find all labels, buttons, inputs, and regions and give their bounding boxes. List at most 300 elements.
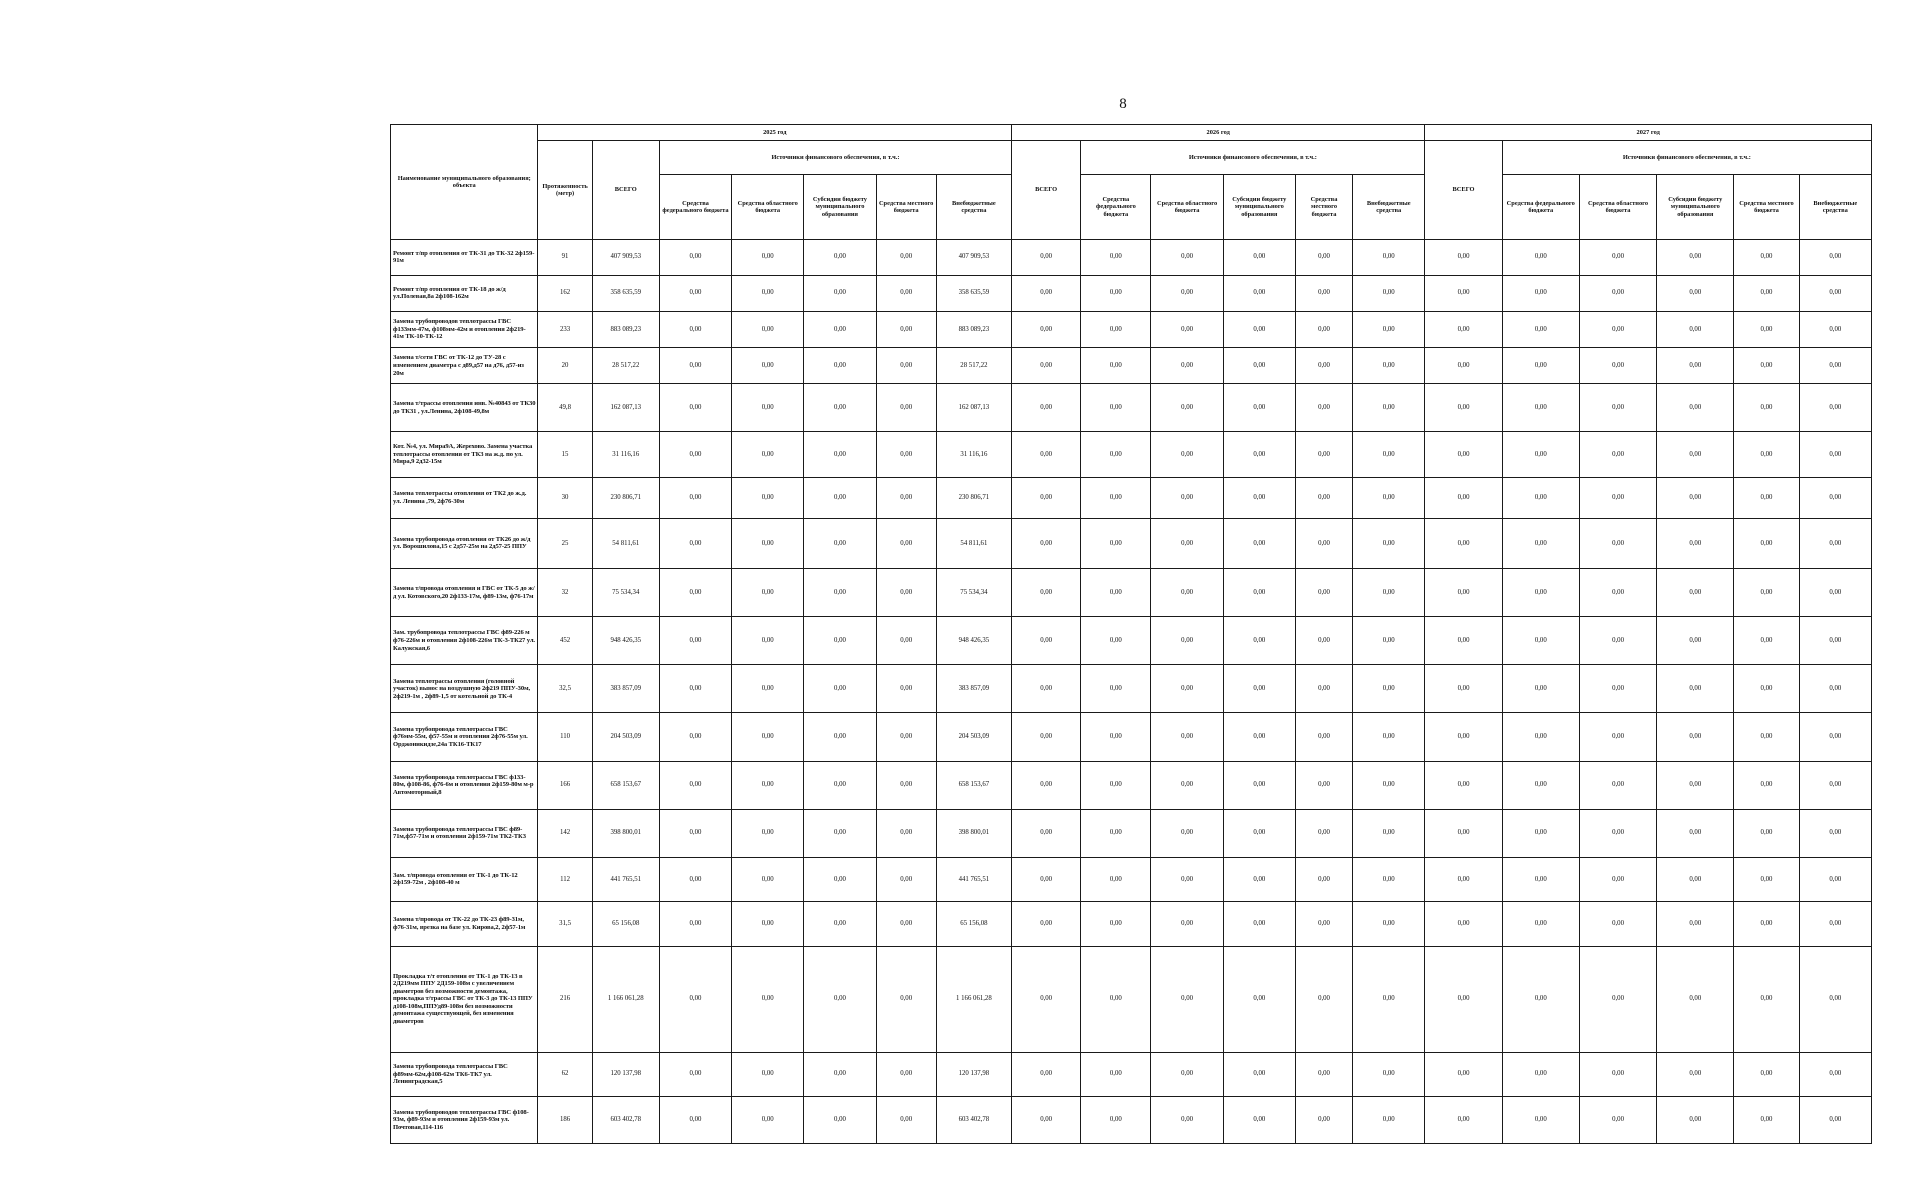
source-2025-cell: 0,00 (876, 384, 936, 432)
length-cell: 186 (538, 1097, 592, 1144)
source-2026-cell: 0,00 (1353, 1097, 1425, 1144)
extra-2025-cell: 65 156,08 (936, 902, 1011, 946)
source-2025-cell: 0,00 (732, 275, 804, 311)
source-2025-cell: 0,00 (804, 1052, 876, 1096)
source-2027-cell: 0,00 (1657, 311, 1734, 348)
sources-2027-header: Источники финансового обеспечения, в т.ч.: (1502, 141, 1871, 175)
source-2026-cell: 0,00 (1081, 518, 1151, 569)
source-2027-cell: 0,00 (1734, 348, 1799, 384)
source-2026-cell: 0,00 (1295, 275, 1352, 311)
source-2027-cell: 0,00 (1734, 477, 1799, 518)
source-2026-cell: 0,00 (1295, 348, 1352, 384)
source-2026-cell: 0,00 (1223, 348, 1295, 384)
source-2026-cell: 0,00 (1223, 617, 1295, 665)
source-2025-cell: 0,00 (732, 432, 804, 478)
total-2025-cell: 407 909,53 (592, 240, 659, 276)
object-name-cell: Кот. №4, ул. Мира9А, Жерехово. Замена участка теплотрассы отопления от ТК3 на ж.д. по ул. Мира,9 2д32-15м (391, 432, 538, 478)
source-2025-cell: 0,00 (659, 857, 731, 901)
source-2026-cell: 0,00 (1295, 518, 1352, 569)
source-2027-cell: 0,00 (1799, 946, 1871, 1052)
source-2026-cell: 0,00 (1295, 1052, 1352, 1096)
total-2025-cell: 75 534,34 (592, 569, 659, 617)
source-2027-cell: 0,00 (1734, 240, 1799, 276)
source-2027-cell: 0,00 (1502, 477, 1579, 518)
source-2027-cell: 0,00 (1799, 518, 1871, 569)
col-extra-header: Внебюджетные средства (936, 175, 1011, 240)
extra-2025-cell: 441 765,51 (936, 857, 1011, 901)
source-2025-cell: 0,00 (659, 311, 731, 348)
source-2026-cell: 0,00 (1081, 946, 1151, 1052)
source-2025-cell: 0,00 (732, 857, 804, 901)
source-2027-cell: 0,00 (1657, 569, 1734, 617)
source-2025-cell: 0,00 (732, 1052, 804, 1096)
source-2027-cell: 0,00 (1579, 857, 1656, 901)
source-2025-cell: 0,00 (659, 569, 731, 617)
source-2026-cell: 0,00 (1081, 240, 1151, 276)
source-2026-cell: 0,00 (1223, 665, 1295, 713)
total-2026-cell: 0,00 (1012, 617, 1081, 665)
source-2027-cell: 0,00 (1799, 617, 1871, 665)
source-2025-cell: 0,00 (804, 348, 876, 384)
length-cell: 30 (538, 477, 592, 518)
object-name-cell: Замена трубопроводов теплотрассы ГВС ф133мм-47м, ф108мм-42м и отопления 2ф219-41м ТК-10-ТК-12 (391, 311, 538, 348)
financing-table (390, 124, 1872, 1144)
source-2026-cell: 0,00 (1151, 946, 1223, 1052)
extra-2025-cell: 1 166 061,28 (936, 946, 1011, 1052)
source-2026-cell: 0,00 (1081, 617, 1151, 665)
source-2025-cell: 0,00 (732, 617, 804, 665)
total-2026-cell: 0,00 (1012, 946, 1081, 1052)
source-2025-cell: 0,00 (659, 477, 731, 518)
total-2025-cell: 383 857,09 (592, 665, 659, 713)
source-2027-cell: 0,00 (1502, 275, 1579, 311)
source-2027-cell: 0,00 (1734, 713, 1799, 761)
source-2026-cell: 0,00 (1353, 857, 1425, 901)
source-2026-cell: 0,00 (1295, 569, 1352, 617)
source-2027-cell: 0,00 (1502, 569, 1579, 617)
col-federal-header: Средства федерального бюджета (659, 175, 731, 240)
source-2026-cell: 0,00 (1295, 1097, 1352, 1144)
col-federal-header: Средства федерального бюджета (1081, 175, 1151, 240)
source-2026-cell: 0,00 (1223, 384, 1295, 432)
source-2025-cell: 0,00 (732, 809, 804, 857)
extra-2025-cell: 75 534,34 (936, 569, 1011, 617)
source-2025-cell: 0,00 (876, 617, 936, 665)
source-2026-cell: 0,00 (1353, 809, 1425, 857)
source-2025-cell: 0,00 (876, 240, 936, 276)
object-name-cell: Замена т/провода отопления и ГВС от ТК-5 до ж/д ул. Котовского,20 2ф133-17м, ф89-13м, ф76-17м (391, 569, 538, 617)
total-2026-cell: 0,00 (1012, 761, 1081, 809)
table-row (391, 857, 1872, 901)
table-row (391, 665, 1872, 713)
source-2026-cell: 0,00 (1081, 275, 1151, 311)
col-federal-header: Средства федерального бюджета (1502, 175, 1579, 240)
total-2025-cell: 28 517,22 (592, 348, 659, 384)
source-2027-cell: 0,00 (1799, 713, 1871, 761)
source-2026-cell: 0,00 (1151, 348, 1223, 384)
source-2025-cell: 0,00 (732, 946, 804, 1052)
total-2025-cell: 883 089,23 (592, 311, 659, 348)
source-2027-cell: 0,00 (1657, 1052, 1734, 1096)
source-2026-cell: 0,00 (1223, 1097, 1295, 1144)
source-2026-cell: 0,00 (1081, 432, 1151, 478)
total-2026-cell: 0,00 (1012, 240, 1081, 276)
source-2026-cell: 0,00 (1081, 569, 1151, 617)
source-2025-cell: 0,00 (804, 432, 876, 478)
length-cell: 110 (538, 713, 592, 761)
source-2027-cell: 0,00 (1579, 809, 1656, 857)
source-2025-cell: 0,00 (804, 384, 876, 432)
extra-2025-cell: 383 857,09 (936, 665, 1011, 713)
total-2025-cell: 1 166 061,28 (592, 946, 659, 1052)
length-cell: 91 (538, 240, 592, 276)
source-2026-cell: 0,00 (1081, 1097, 1151, 1144)
source-2026-cell: 0,00 (1151, 569, 1223, 617)
object-name-cell: Ремонт т/пр отопления от ТК-31 до ТК-32 2ф159-91м (391, 240, 538, 276)
source-2027-cell: 0,00 (1799, 477, 1871, 518)
source-2025-cell: 0,00 (804, 311, 876, 348)
source-2026-cell: 0,00 (1223, 946, 1295, 1052)
extra-2025-cell: 948 426,35 (936, 617, 1011, 665)
table-row (391, 311, 1872, 348)
source-2025-cell: 0,00 (659, 1097, 731, 1144)
total-2025-cell: 204 503,09 (592, 713, 659, 761)
table-row (391, 1052, 1872, 1096)
total-2027-cell: 0,00 (1425, 518, 1502, 569)
source-2026-cell: 0,00 (1295, 713, 1352, 761)
table-row (391, 518, 1872, 569)
source-2026-cell: 0,00 (1151, 384, 1223, 432)
source-2026-cell: 0,00 (1353, 432, 1425, 478)
source-2027-cell: 0,00 (1734, 761, 1799, 809)
source-2027-cell: 0,00 (1657, 384, 1734, 432)
total-2026-cell: 0,00 (1012, 665, 1081, 713)
total-2025-cell: 948 426,35 (592, 617, 659, 665)
source-2027-cell: 0,00 (1799, 348, 1871, 384)
source-2025-cell: 0,00 (732, 311, 804, 348)
source-2027-cell: 0,00 (1734, 275, 1799, 311)
source-2026-cell: 0,00 (1151, 809, 1223, 857)
extra-2025-cell: 883 089,23 (936, 311, 1011, 348)
length-cell: 162 (538, 275, 592, 311)
source-2025-cell: 0,00 (876, 713, 936, 761)
source-2026-cell: 0,00 (1151, 665, 1223, 713)
total-2027-cell: 0,00 (1425, 432, 1502, 478)
source-2025-cell: 0,00 (804, 713, 876, 761)
source-2027-cell: 0,00 (1502, 384, 1579, 432)
source-2027-cell: 0,00 (1657, 432, 1734, 478)
extra-2025-cell: 398 800,01 (936, 809, 1011, 857)
source-2027-cell: 0,00 (1502, 348, 1579, 384)
source-2025-cell: 0,00 (804, 518, 876, 569)
source-2026-cell: 0,00 (1223, 902, 1295, 946)
object-name-cell: Замена теплотрассы отопления (головной участок) вынос на воздушную 2ф219 ППУ-30м, 2ф219-1м , 2ф89-1,5 от котельной до ТК-4 (391, 665, 538, 713)
source-2025-cell: 0,00 (659, 665, 731, 713)
year-2026-header: 2026 год (1012, 125, 1425, 141)
source-2025-cell: 0,00 (732, 348, 804, 384)
col-local-header: Средства местного бюджета (1295, 175, 1352, 240)
source-2026-cell: 0,00 (1353, 518, 1425, 569)
total-2027-cell: 0,00 (1425, 348, 1502, 384)
source-2027-cell: 0,00 (1579, 311, 1656, 348)
source-2027-cell: 0,00 (1502, 617, 1579, 665)
source-2027-cell: 0,00 (1734, 1097, 1799, 1144)
source-2026-cell: 0,00 (1081, 1052, 1151, 1096)
total-2025-cell: 162 087,13 (592, 384, 659, 432)
year-2025-header: 2025 год (538, 125, 1012, 141)
object-name-cell: Ремонт т/пр отопления от ТК-18 до ж/д ул.Полевая,8а 2ф108-162м (391, 275, 538, 311)
length-cell: 20 (538, 348, 592, 384)
total-2025-cell: 603 402,78 (592, 1097, 659, 1144)
length-cell: 25 (538, 518, 592, 569)
source-2027-cell: 0,00 (1502, 761, 1579, 809)
total-2025-cell: 65 156,08 (592, 902, 659, 946)
source-2025-cell: 0,00 (659, 384, 731, 432)
source-2025-cell: 0,00 (876, 946, 936, 1052)
col-total-2026-header: ВСЕГО (1012, 141, 1081, 240)
total-2027-cell: 0,00 (1425, 617, 1502, 665)
source-2025-cell: 0,00 (659, 809, 731, 857)
object-name-cell: Замена т/сети ГВС от ТК-12 до ТУ-28 с изменением диаметра с д89,д57 на д76, д57-из 20м (391, 348, 538, 384)
extra-2025-cell: 31 116,16 (936, 432, 1011, 478)
source-2026-cell: 0,00 (1295, 477, 1352, 518)
total-2027-cell: 0,00 (1425, 1097, 1502, 1144)
length-cell: 233 (538, 311, 592, 348)
source-2026-cell: 0,00 (1151, 275, 1223, 311)
source-2027-cell: 0,00 (1799, 761, 1871, 809)
object-name-cell: Замена трубопровода теплотрассы ГВС ф76мм-55м, ф57-55м и отопления 2ф76-55м ул. Орджоникидзе,24а ТК16-ТК17 (391, 713, 538, 761)
source-2025-cell: 0,00 (732, 1097, 804, 1144)
object-name-cell: Замена трубопровода теплотрассы ГВС ф89-71м,ф57-71м и отопления 2ф159-71м ТК2-ТК3 (391, 809, 538, 857)
source-2027-cell: 0,00 (1502, 311, 1579, 348)
total-2026-cell: 0,00 (1012, 857, 1081, 901)
source-2026-cell: 0,00 (1151, 617, 1223, 665)
source-2027-cell: 0,00 (1734, 809, 1799, 857)
extra-2025-cell: 120 137,98 (936, 1052, 1011, 1096)
length-cell: 216 (538, 946, 592, 1052)
source-2027-cell: 0,00 (1579, 477, 1656, 518)
source-2026-cell: 0,00 (1353, 477, 1425, 518)
sources-2025-header: Источники финансового обеспечения, в т.ч.: (659, 141, 1011, 175)
source-2026-cell: 0,00 (1353, 569, 1425, 617)
source-2027-cell: 0,00 (1502, 1052, 1579, 1096)
year-2027-header: 2027 год (1425, 125, 1872, 141)
total-2027-cell: 0,00 (1425, 240, 1502, 276)
table-row (391, 617, 1872, 665)
source-2026-cell: 0,00 (1353, 617, 1425, 665)
table-row (391, 761, 1872, 809)
col-extra-header: Внебюджетные средства (1799, 175, 1871, 240)
source-2027-cell: 0,00 (1799, 240, 1871, 276)
total-2027-cell: 0,00 (1425, 275, 1502, 311)
col-local-header: Средства местного бюджета (1734, 175, 1799, 240)
source-2025-cell: 0,00 (804, 857, 876, 901)
source-2025-cell: 0,00 (659, 617, 731, 665)
source-2026-cell: 0,00 (1223, 857, 1295, 901)
source-2025-cell: 0,00 (804, 665, 876, 713)
source-2026-cell: 0,00 (1223, 432, 1295, 478)
source-2025-cell: 0,00 (804, 617, 876, 665)
source-2025-cell: 0,00 (804, 1097, 876, 1144)
total-2026-cell: 0,00 (1012, 275, 1081, 311)
source-2026-cell: 0,00 (1223, 518, 1295, 569)
source-2026-cell: 0,00 (1151, 1097, 1223, 1144)
source-2027-cell: 0,00 (1579, 902, 1656, 946)
table-row (391, 240, 1872, 276)
source-2026-cell: 0,00 (1151, 902, 1223, 946)
source-2027-cell: 0,00 (1657, 761, 1734, 809)
total-2026-cell: 0,00 (1012, 569, 1081, 617)
source-2026-cell: 0,00 (1081, 477, 1151, 518)
source-2026-cell: 0,00 (1081, 348, 1151, 384)
source-2027-cell: 0,00 (1799, 384, 1871, 432)
extra-2025-cell: 230 806,71 (936, 477, 1011, 518)
sources-2026-header: Источники финансового обеспечения, в т.ч.: (1081, 141, 1425, 175)
total-2026-cell: 0,00 (1012, 384, 1081, 432)
source-2027-cell: 0,00 (1502, 432, 1579, 478)
source-2026-cell: 0,00 (1295, 857, 1352, 901)
source-2026-cell: 0,00 (1081, 761, 1151, 809)
source-2027-cell: 0,00 (1579, 432, 1656, 478)
source-2026-cell: 0,00 (1353, 946, 1425, 1052)
col-subsidy-header: Субсидии бюджету муниципального образования (804, 175, 876, 240)
object-name-cell: Замена трубопровода теплотрассы ГВС ф89мм-62м,ф108-62м ТК6-ТК7 ул. Ленинградская,5 (391, 1052, 538, 1096)
total-2027-cell: 0,00 (1425, 569, 1502, 617)
source-2026-cell: 0,00 (1151, 518, 1223, 569)
source-2027-cell: 0,00 (1579, 240, 1656, 276)
source-2025-cell: 0,00 (876, 809, 936, 857)
source-2025-cell: 0,00 (659, 348, 731, 384)
total-2027-cell: 0,00 (1425, 311, 1502, 348)
source-2025-cell: 0,00 (804, 946, 876, 1052)
source-2026-cell: 0,00 (1295, 617, 1352, 665)
source-2025-cell: 0,00 (659, 761, 731, 809)
source-2027-cell: 0,00 (1799, 665, 1871, 713)
source-2027-cell: 0,00 (1799, 1052, 1871, 1096)
source-2025-cell: 0,00 (876, 477, 936, 518)
source-2027-cell: 0,00 (1799, 902, 1871, 946)
table-row (391, 1097, 1872, 1144)
length-cell: 49,8 (538, 384, 592, 432)
total-2026-cell: 0,00 (1012, 432, 1081, 478)
table-row (391, 946, 1872, 1052)
source-2026-cell: 0,00 (1353, 311, 1425, 348)
source-2027-cell: 0,00 (1502, 518, 1579, 569)
source-2025-cell: 0,00 (804, 240, 876, 276)
col-regional-header: Средства областного бюджета (732, 175, 804, 240)
source-2026-cell: 0,00 (1223, 569, 1295, 617)
source-2026-cell: 0,00 (1223, 713, 1295, 761)
source-2025-cell: 0,00 (876, 275, 936, 311)
object-name-cell: Замена трубопровода теплотрассы ГВС ф133-80м, ф108-86, ф76-6м и отопления 2ф159-80м м-р Автомоторный,8 (391, 761, 538, 809)
source-2025-cell: 0,00 (659, 432, 731, 478)
source-2025-cell: 0,00 (876, 1052, 936, 1096)
total-2026-cell: 0,00 (1012, 348, 1081, 384)
source-2027-cell: 0,00 (1799, 569, 1871, 617)
col-total-2025-header: ВСЕГО (592, 141, 659, 240)
source-2026-cell: 0,00 (1081, 857, 1151, 901)
source-2027-cell: 0,00 (1657, 809, 1734, 857)
source-2026-cell: 0,00 (1151, 240, 1223, 276)
extra-2025-cell: 358 635,59 (936, 275, 1011, 311)
extra-2025-cell: 603 402,78 (936, 1097, 1011, 1144)
source-2026-cell: 0,00 (1353, 348, 1425, 384)
source-2027-cell: 0,00 (1734, 665, 1799, 713)
source-2027-cell: 0,00 (1734, 384, 1799, 432)
total-2025-cell: 398 800,01 (592, 809, 659, 857)
source-2026-cell: 0,00 (1295, 432, 1352, 478)
source-2027-cell: 0,00 (1799, 311, 1871, 348)
length-cell: 31,5 (538, 902, 592, 946)
length-cell: 32,5 (538, 665, 592, 713)
source-2026-cell: 0,00 (1353, 761, 1425, 809)
col-regional-header: Средства областного бюджета (1579, 175, 1656, 240)
source-2027-cell: 0,00 (1502, 809, 1579, 857)
source-2027-cell: 0,00 (1734, 902, 1799, 946)
source-2025-cell: 0,00 (732, 240, 804, 276)
source-2026-cell: 0,00 (1223, 477, 1295, 518)
source-2025-cell: 0,00 (876, 348, 936, 384)
source-2027-cell: 0,00 (1579, 518, 1656, 569)
table-row (391, 348, 1872, 384)
col-extra-header: Внебюджетные средства (1353, 175, 1425, 240)
table-row (391, 713, 1872, 761)
source-2027-cell: 0,00 (1502, 1097, 1579, 1144)
source-2026-cell: 0,00 (1295, 665, 1352, 713)
source-2026-cell: 0,00 (1295, 384, 1352, 432)
source-2027-cell: 0,00 (1657, 857, 1734, 901)
total-2025-cell: 31 116,16 (592, 432, 659, 478)
extra-2025-cell: 407 909,53 (936, 240, 1011, 276)
source-2026-cell: 0,00 (1081, 311, 1151, 348)
source-2027-cell: 0,00 (1579, 348, 1656, 384)
source-2026-cell: 0,00 (1353, 713, 1425, 761)
col-local-header: Средства местного бюджета (876, 175, 936, 240)
source-2025-cell: 0,00 (732, 761, 804, 809)
source-2025-cell: 0,00 (804, 902, 876, 946)
source-2025-cell: 0,00 (876, 761, 936, 809)
source-2025-cell: 0,00 (804, 761, 876, 809)
col-length-header: Протяженность (метр) (538, 141, 592, 240)
total-2027-cell: 0,00 (1425, 809, 1502, 857)
table-row (391, 902, 1872, 946)
total-2026-cell: 0,00 (1012, 809, 1081, 857)
source-2027-cell: 0,00 (1579, 569, 1656, 617)
source-2027-cell: 0,00 (1657, 946, 1734, 1052)
col-regional-header: Средства областного бюджета (1151, 175, 1223, 240)
source-2027-cell: 0,00 (1657, 617, 1734, 665)
total-2025-cell: 358 635,59 (592, 275, 659, 311)
source-2025-cell: 0,00 (659, 275, 731, 311)
total-2026-cell: 0,00 (1012, 1052, 1081, 1096)
source-2027-cell: 0,00 (1734, 617, 1799, 665)
source-2027-cell: 0,00 (1734, 857, 1799, 901)
source-2026-cell: 0,00 (1353, 384, 1425, 432)
table-row (391, 569, 1872, 617)
source-2025-cell: 0,00 (876, 1097, 936, 1144)
source-2025-cell: 0,00 (659, 240, 731, 276)
length-cell: 452 (538, 617, 592, 665)
source-2026-cell: 0,00 (1081, 713, 1151, 761)
total-2025-cell: 54 811,61 (592, 518, 659, 569)
total-2027-cell: 0,00 (1425, 902, 1502, 946)
source-2027-cell: 0,00 (1657, 1097, 1734, 1144)
source-2027-cell: 0,00 (1579, 617, 1656, 665)
source-2027-cell: 0,00 (1734, 311, 1799, 348)
source-2027-cell: 0,00 (1734, 432, 1799, 478)
object-name-cell: Замена трубопроводов теплотрассы ГВС ф108-93м, ф89-93м и отопления 2ф159-93м ул. Почтовая,114-116 (391, 1097, 538, 1144)
source-2026-cell: 0,00 (1295, 902, 1352, 946)
